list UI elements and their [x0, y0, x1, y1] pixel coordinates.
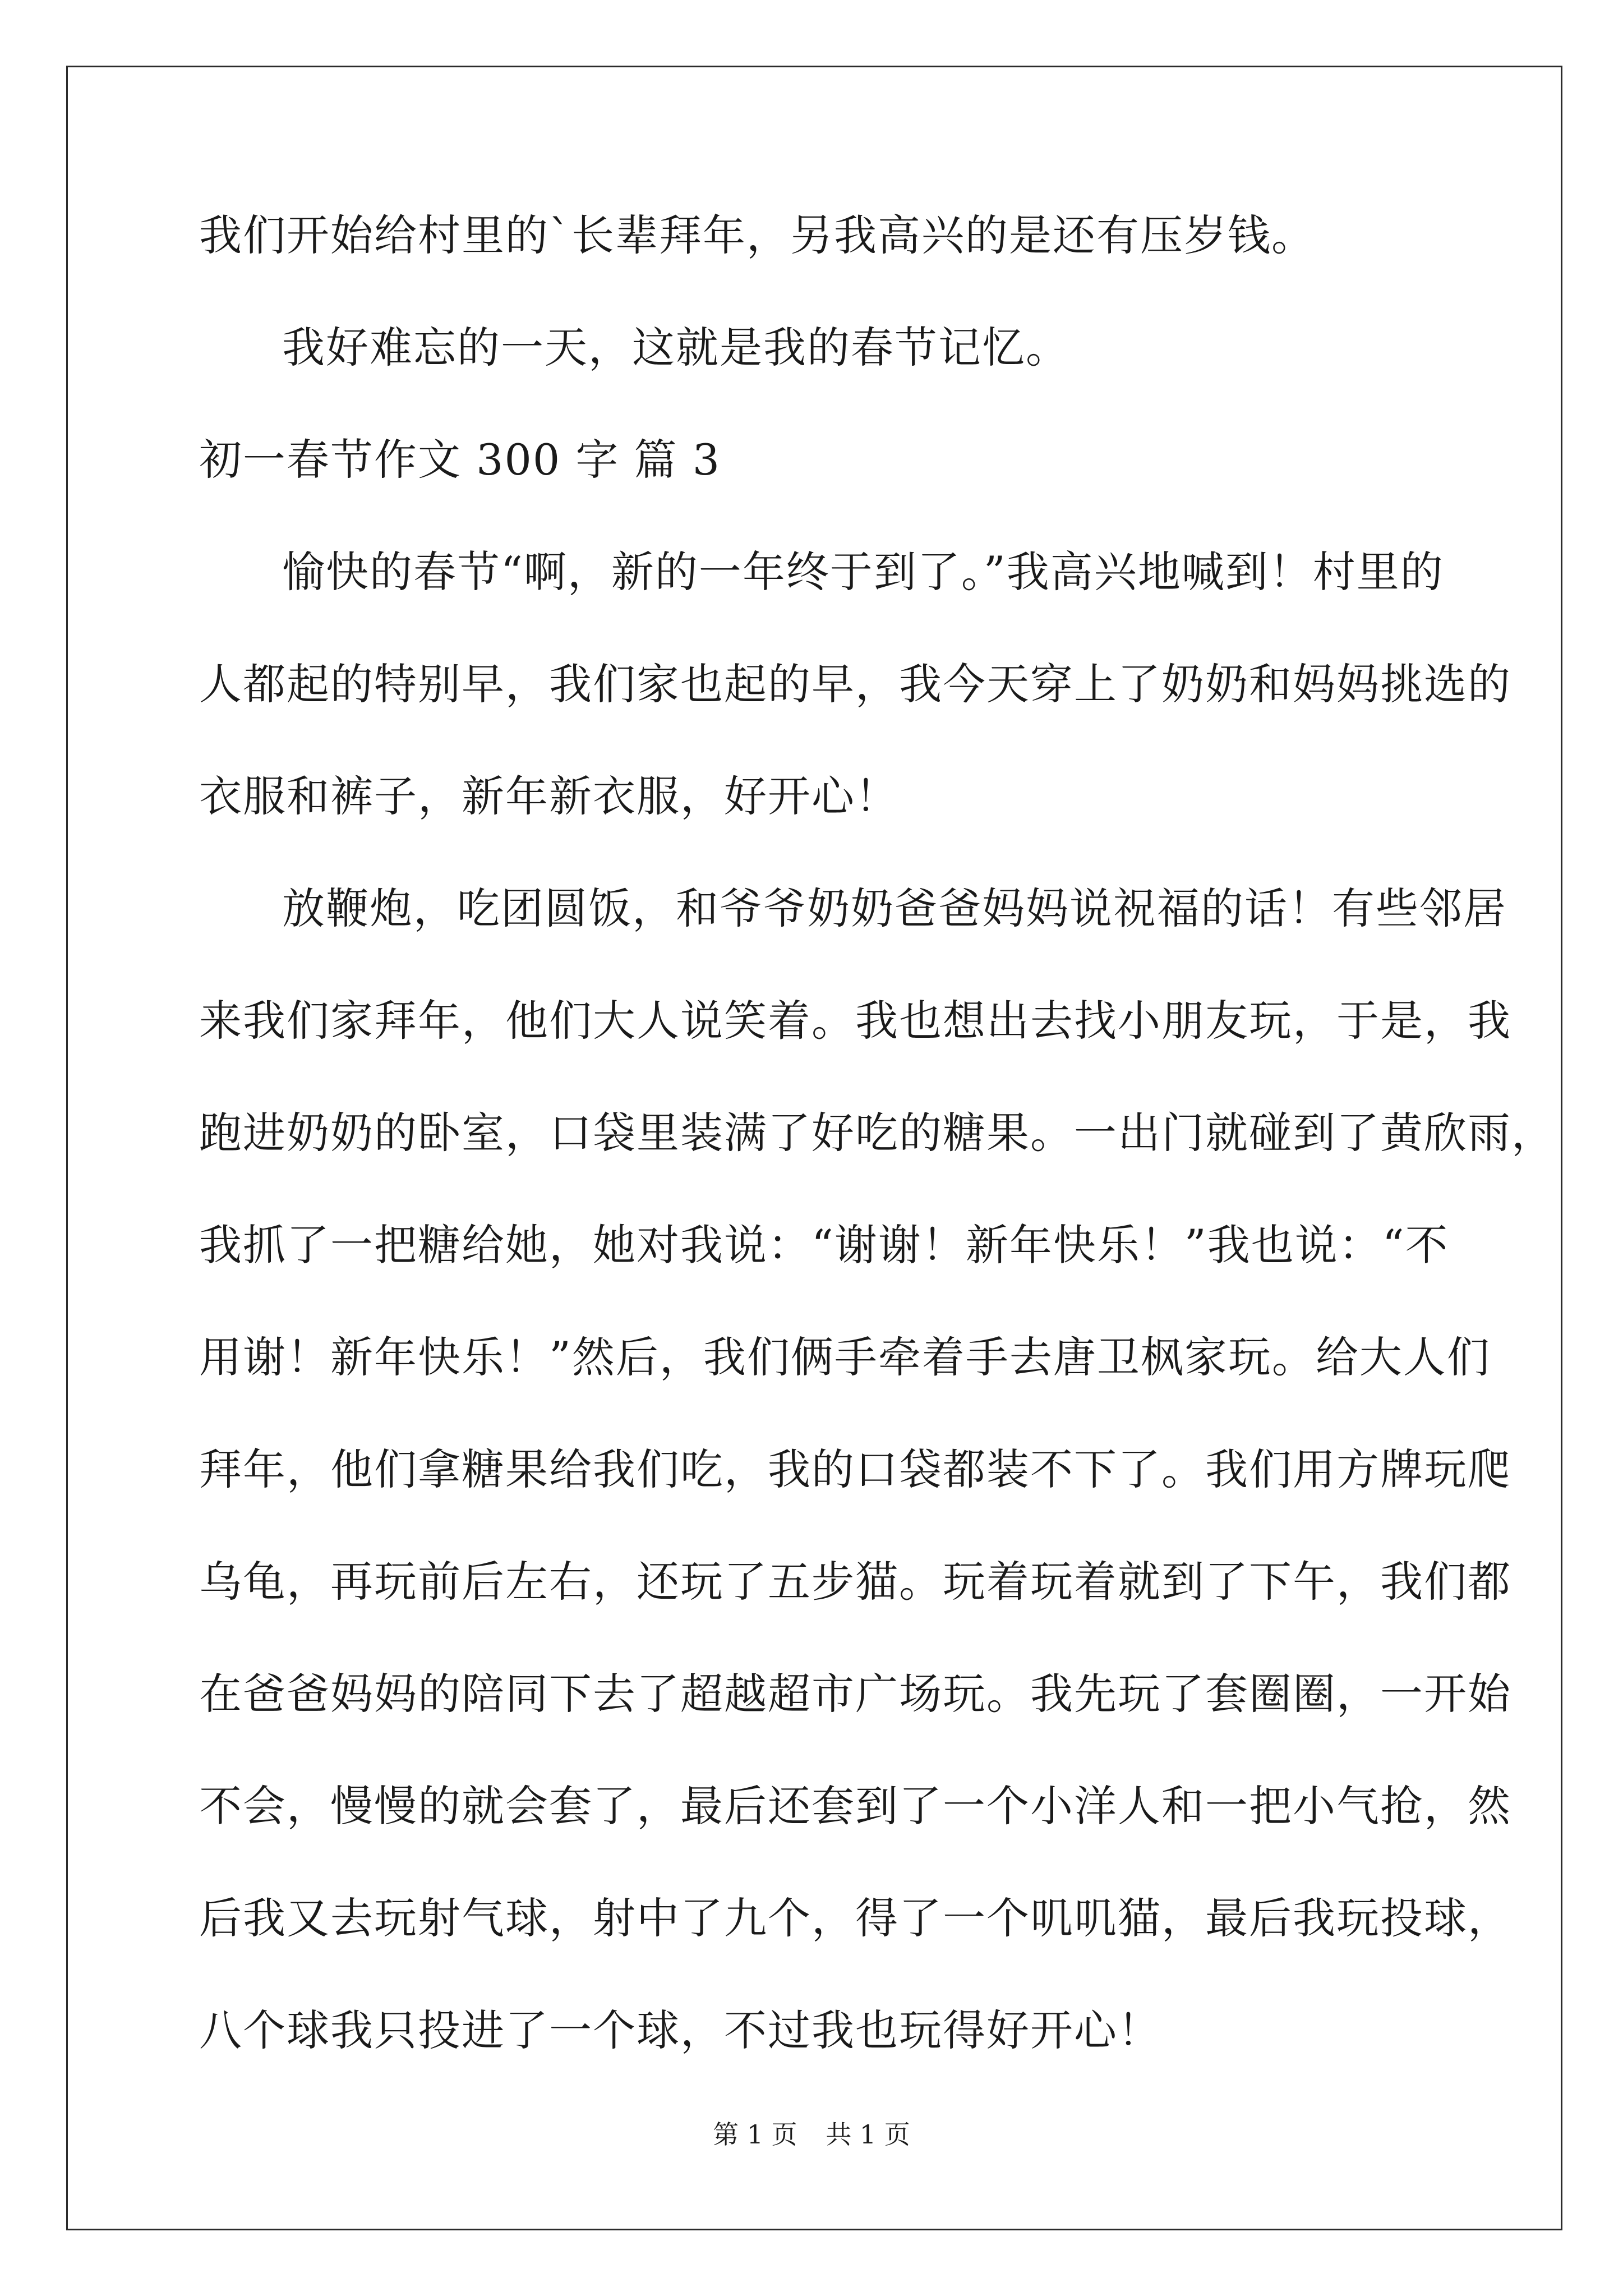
text-line: 后我又去玩射气球，射中了九个，得了一个叽叽猫，最后我玩投球，	[199, 1893, 1511, 1943]
text-line: 跑进奶奶的卧室，口袋里装满了好吃的糖果。一出门就碰到了黄欣雨，	[199, 1108, 1555, 1158]
text-line: 我们开始给村里的`长辈拜年，另我高兴的是还有压岁钱。	[199, 210, 1315, 260]
text-line: 八个球我只投进了一个球，不过我也玩得好开心！	[199, 2005, 1161, 2055]
page-footer	[0, 2118, 1623, 2151]
text-line: 衣服和裤子，新年新衣服，好开心！	[199, 771, 899, 821]
page-total: 共 1 页	[826, 2119, 910, 2150]
text-line: 乌龟，再玩前后左右，还玩了五步猫。玩着玩着就到了下午，我们都	[199, 1557, 1511, 1607]
text-line: 我抓了一把糖给她，她对我说：“谢谢！新年快乐！”我也说：“不	[199, 1220, 1449, 1270]
text-line: 拜年，他们拿糖果给我们吃，我的口袋都装不下了。我们用方牌玩爬	[199, 1444, 1511, 1494]
text-line: 在爸爸妈妈的陪同下去了超越超市广场玩。我先玩了套圈圈，一开始	[199, 1669, 1511, 1719]
text-line: 人都起的特别早，我们家也起的早，我今天穿上了奶奶和妈妈挑选的	[199, 659, 1511, 709]
text-line: 愉快的春节“啊，新的一年终于到了。”我高兴地喊到！村里的	[282, 547, 1444, 597]
text-line: 不会，慢慢的就会套了，最后还套到了一个小洋人和一把小气抢，然	[199, 1781, 1511, 1831]
text-line: 用谢！新年快乐！”然后，我们俩手牵着手去唐卫枫家玩。给大人们	[199, 1332, 1491, 1382]
text-line: 放鞭炮，吃团圆饭，和爷爷奶奶爸爸妈妈说祝福的话！有些邻居	[282, 884, 1507, 933]
text-line: 我好难忘的一天，这就是我的春节记忆。	[282, 323, 1069, 372]
section-heading: 初一春节作文 300 字 篇 3	[199, 435, 721, 485]
text-line: 来我们家拜年，他们大人说笑着。我也想出去找小朋友玩，于是，我	[199, 996, 1511, 1046]
page-number: 第 1 页	[713, 2119, 797, 2150]
